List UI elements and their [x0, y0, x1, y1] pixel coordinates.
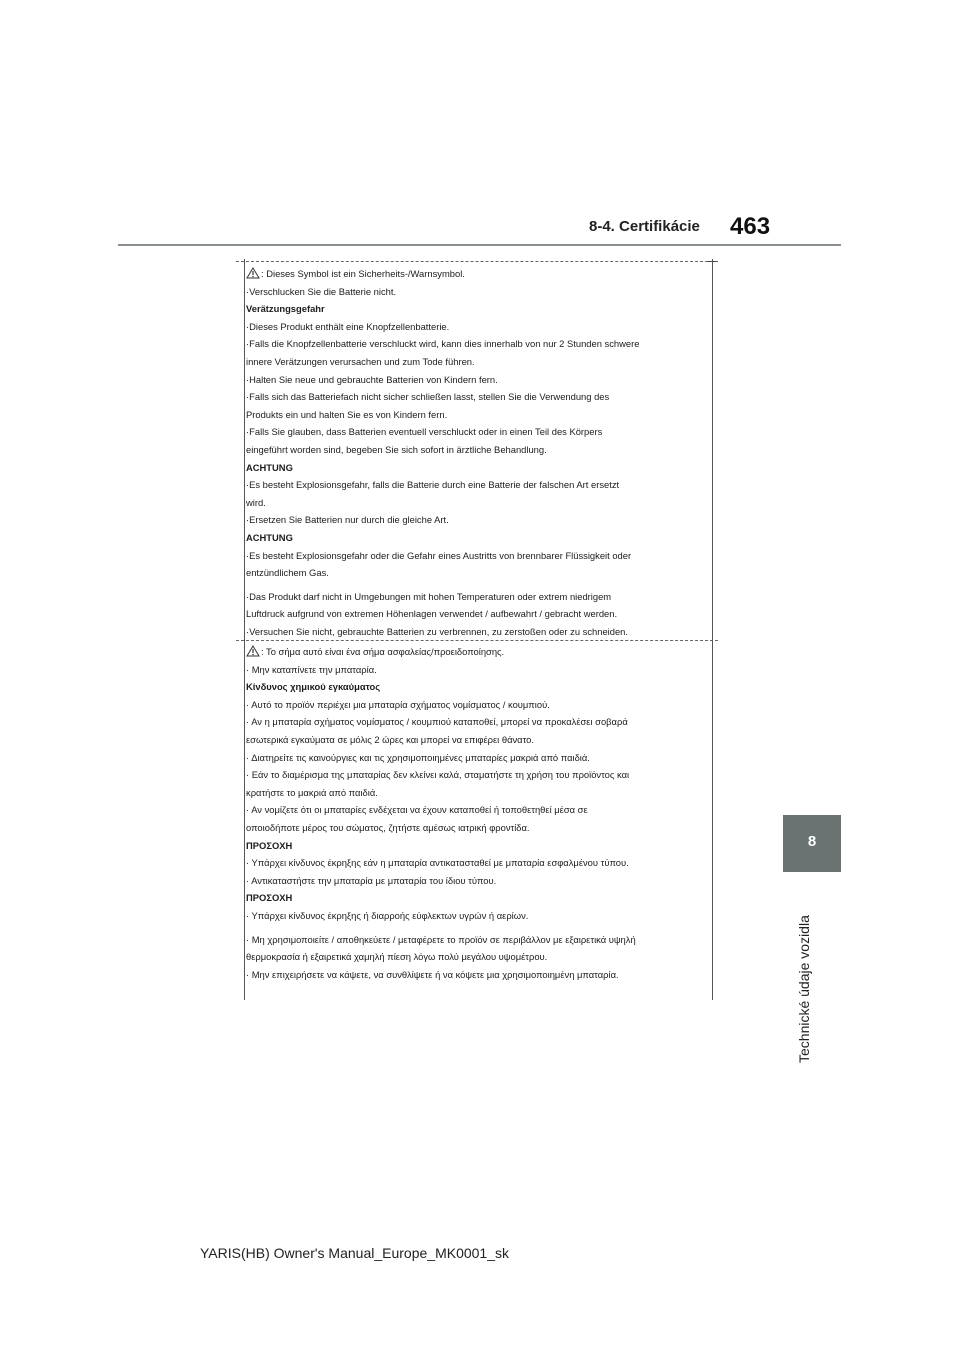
text-line: οποιοδήποτε μέρος του σώματος, ζητήστε αμέσως ιατρική φροντίδα. [246, 821, 530, 833]
text-line: : Το σήμα αυτό είναι ένα σήμα ασφαλείας/προειδοποίησης. [246, 643, 636, 661]
text-line: ·Falls die Knopfzellenbatterie verschluckt wird, kann dies innerhalb von nur 2 Stunden schwere [246, 338, 640, 350]
right-border [712, 259, 713, 1000]
top-cut-line [236, 261, 718, 262]
left-border [244, 259, 245, 1000]
scanned-label-image [236, 259, 718, 1000]
text-line: ·Dieses Produkt enthält eine Knopfzellenbatterie. [246, 320, 450, 332]
text-line: · Εάν το διαμέρισμα της μπαταρίας δεν κλείνει καλά, σταματήστε τη χρήση του προϊόντος και [246, 769, 630, 781]
warning-triangle-icon [246, 267, 260, 279]
text-line: · Αντικαταστήστε την μπαταρία με μπαταρία του ίδιου τύπου. [246, 874, 497, 886]
crop-mark [708, 261, 716, 262]
text-line: ACHTUNG [246, 531, 293, 543]
warning-triangle-icon [246, 645, 260, 657]
text-line: · Υπάρχει κίνδυνος έκρηξης ή διαρροής εύφλεκτων υγρών ή αερίων. [246, 909, 529, 921]
chapter-tab[interactable] [783, 815, 841, 872]
text-line: · Μην καταπίνετε την μπαταρία. [246, 663, 377, 675]
text-line: · Υπάρχει κίνδυνος έκρηξης εάν η μπαταρία αντικατασταθεί με μπαταρία εσφαλμένου τύπου. [246, 857, 629, 869]
greek-warning-text [246, 643, 636, 983]
text-line: wird. [246, 496, 266, 508]
text-line: ·Es besteht Explosionsgefahr, falls die Batterie durch eine Batterie der falschen Art ersetzt [246, 479, 620, 491]
chapter-label: Technické údaje vozidla [796, 915, 812, 1063]
text-line: ·Falls Sie glauben, dass Batterien eventuell verschluckt oder in einen Teil des Körpers [246, 426, 603, 438]
text-line: Luftdruck aufgrund von extremen Höhenlagen verwendet / aufbewahrt / gebracht werden. [246, 608, 618, 620]
text-line: ΠΡΟΣΟΧΗ [246, 892, 293, 904]
text-line: · Αν νομίζετε ότι οι μπαταρίες ενδέχεται να έχουν καταποθεί ή τοποθετηθεί μέσα σε [246, 804, 588, 816]
text-line: ΠΡΟΣΟΧΗ [246, 839, 293, 851]
text-line: ·Es besteht Explosionsgefahr oder die Gefahr eines Austritts von brennbarer Flüssigkeit oder [246, 549, 632, 561]
text-line: · Αυτό το προϊόν περιέχει μια μπαταρία σχήματος νομίσματος / κουμπιού. [246, 698, 550, 710]
chapter-number: 8 [807, 833, 817, 850]
text-line: ·Halten Sie neue und gebrauchte Batterien von Kindern fern. [246, 373, 498, 385]
text-line: Verätzungsgefahr [246, 303, 325, 315]
text-line: · Μην επιχειρήσετε να κάψετε, να συνθλίψετε ή να κόψετε μια χρησιμοποιημένη μπαταρία. [246, 968, 619, 980]
text-line: : Dieses Symbol ist ein Sicherheits-/Warnsymbol. [246, 265, 639, 283]
text-line: · Διατηρείτε τις καινούργιες και τις χρησιμοποιημένες μπαταρίες μακριά από παιδιά. [246, 751, 590, 763]
german-warning-text [246, 265, 639, 640]
text-line: ·Falls sich das Batteriefach nicht sicher schließen lasst, stellen Sie die Verwendung des [246, 391, 610, 403]
text-line: Produkts ein und halten Sie es von Kindern fern. [246, 408, 448, 420]
text-line: κρατήστε το μακριά από παιδιά. [246, 786, 378, 798]
text-line: θερμοκρασία ή εξαιρετικά χαμηλή πίεση λόγω πολύ μεγάλου υψομέτρου. [246, 951, 548, 963]
text-line: entzündlichem Gas. [246, 567, 329, 579]
text-line: ·Ersetzen Sie Batterien nur durch die gleiche Art. [246, 514, 449, 526]
text-line: · Μη χρησιμοποιείτε / αποθηκεύετε / μεταφέρετε το προϊόν σε περιβάλλον με εξαιρετικά υψηλή [246, 933, 636, 945]
text-line: innere Verätzungen verursachen und zum Tode führen. [246, 355, 475, 367]
page-number: 463 [730, 213, 771, 240]
header-rule [118, 244, 841, 246]
text-line: Κίνδυνος χημικού εγκαύματος [246, 681, 381, 693]
text-line: eingeführt worden sind, begeben Sie sich sofort in ärztliche Behandlung. [246, 443, 547, 455]
text-line: ACHTUNG [246, 461, 293, 473]
section-title: 8-4. Certifikácie [589, 218, 700, 235]
text-line: · Αν η μπαταρία σχήματος νομίσματος / κουμπιού καταποθεί, μπορεί να προκαλέσει σοβαρά [246, 716, 628, 728]
manual-footer: YARIS(HB) Owner's Manual_Europe_MK0001_sk [200, 1245, 509, 1261]
text-line: εσωτερικά εγκαύματα σε μόλις 2 ώρες και μπορεί να επιφέρει θάνατο. [246, 733, 534, 745]
text-line: ·Verschlucken Sie die Batterie nicht. [246, 285, 397, 297]
text-line: ·Das Produkt darf nicht in Umgebungen mit hohen Temperaturen oder extrem niedrigem [246, 590, 612, 602]
text-line: ·Versuchen Sie nicht, gebrauchte Batterien zu verbrennen, zu zerstoßen oder zu schneiden. [246, 625, 628, 637]
